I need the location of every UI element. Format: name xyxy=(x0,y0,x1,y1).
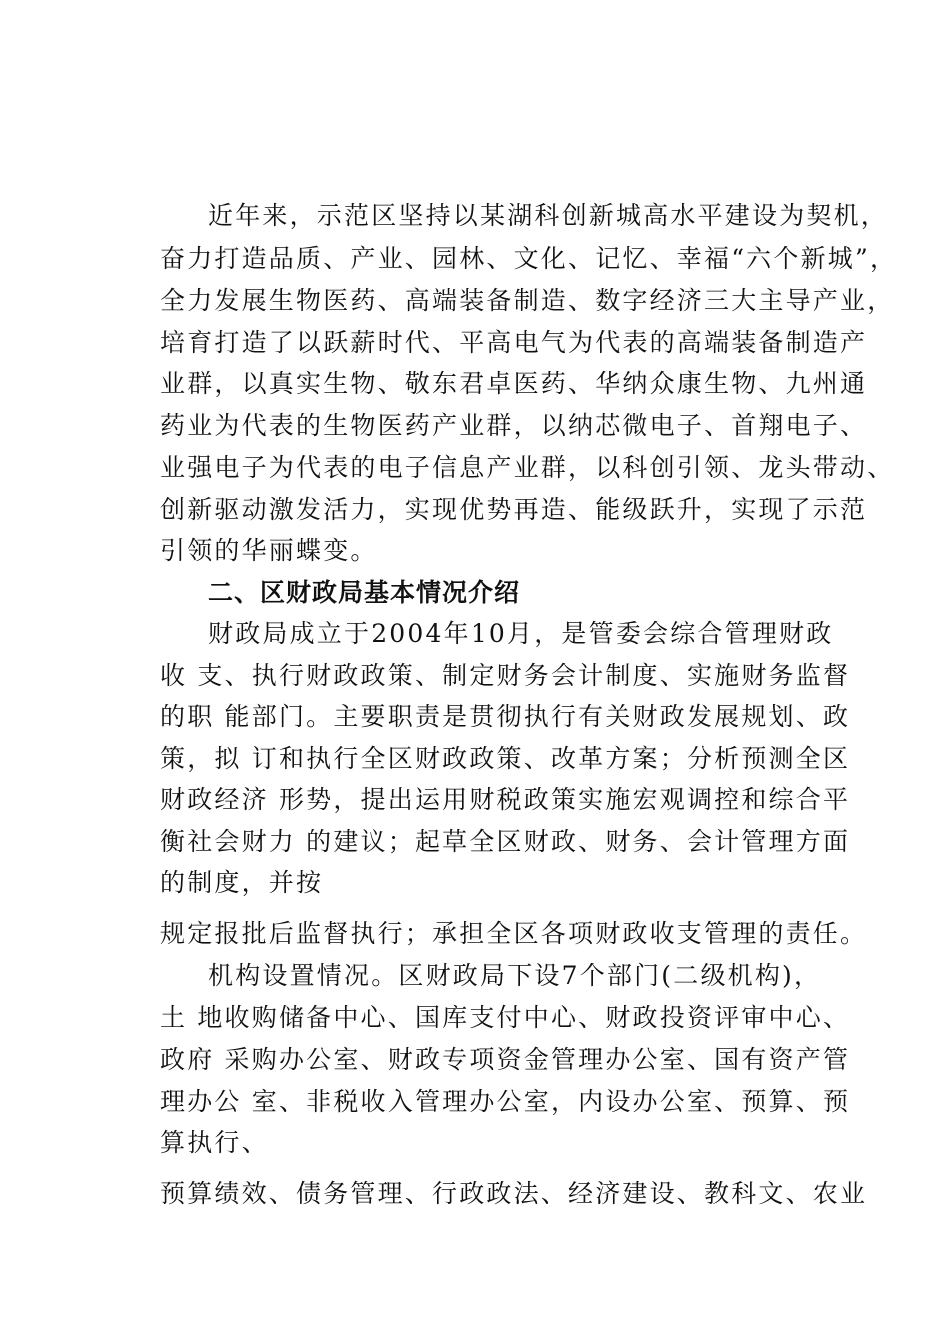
paragraph-2-line-8: 规定报批后监督执行；承担全区各项财政收支管理的责任。 xyxy=(160,919,868,948)
paragraph-1-line-4: 培育打造了以跃薪时代、平高电气为代表的高端装备制造产 xyxy=(160,328,868,357)
paragraph-1-line-1: 近年来，示范区坚持以某湖科创新城高水平建设为契机， xyxy=(208,201,889,230)
paragraph-2-line-6: 衡社会财力 的建议；起草全区财政、财务、会计管理方面 xyxy=(160,827,851,856)
paragraph-1-line-2: 奋力打造品质、产业、园林、文化、记忆、幸福“六个新城”， xyxy=(160,244,898,273)
paragraph-1-line-5: 业群，以真实生物、敬东君卓医药、华纳众康生物、九州通 xyxy=(160,369,868,398)
paragraph-1-line-9: 引领的华丽蝶变。 xyxy=(160,536,378,565)
paragraph-1-line-7: 业强电子为代表的电子信息产业群，以科创引领、龙头带动、 xyxy=(160,453,895,482)
paragraph-3-line-3: 政府 采购办公室、财政专项资金管理办公室、国有资产管 xyxy=(160,1045,851,1074)
paragraph-1-line-8: 创新驱动激发活力，实现优势再造、能级跃升，实现了示范 xyxy=(160,495,868,524)
paragraph-1-line-6: 药业为代表的生物医药产业群，以纳芯微电子、首翔电子、 xyxy=(160,411,868,440)
paragraph-3-line-6: 预算绩效、债务管理、行政政法、经济建设、教科文、农业 xyxy=(160,1179,868,1208)
paragraph-3-line-4: 理办公 室、非税收入管理办公室，内设办公室、预算、预 xyxy=(160,1087,851,1116)
paragraph-3-line-1: 机构设置情况。区财政局下设7个部门(二级机构)， xyxy=(208,961,822,990)
paragraph-1-line-3: 全力发展生物医药、高端装备制造、数字经济三大主导产业， xyxy=(160,286,895,315)
section-heading: 二、区财政局基本情况介绍 xyxy=(208,578,521,607)
paragraph-3-line-2: 土 地收购储备中心、国库支付中心、财政投资评审中心、 xyxy=(160,1003,851,1032)
paragraph-2-line-4: 策，拟 订和执行全区财政政策、改革方案；分析预测全区 xyxy=(160,744,851,773)
paragraph-2-line-7: 的制度，并按 xyxy=(160,868,324,897)
paragraph-2-line-2: 收 支、执行财政政策、制定财务会计制度、实施财务监督 xyxy=(160,661,851,690)
paragraph-2-line-5: 财政经济 形势，提出运用财税政策实施宏观调控和综合平 xyxy=(160,785,851,814)
paragraph-2-line-1: 财政局成立于2004年10月，是管委会综合管理财政 xyxy=(208,619,834,648)
paragraph-2-line-3: 的职 能部门。主要职责是贯彻执行有关财政发展规划、政 xyxy=(160,702,851,731)
paragraph-3-line-5: 算执行、 xyxy=(160,1128,269,1157)
